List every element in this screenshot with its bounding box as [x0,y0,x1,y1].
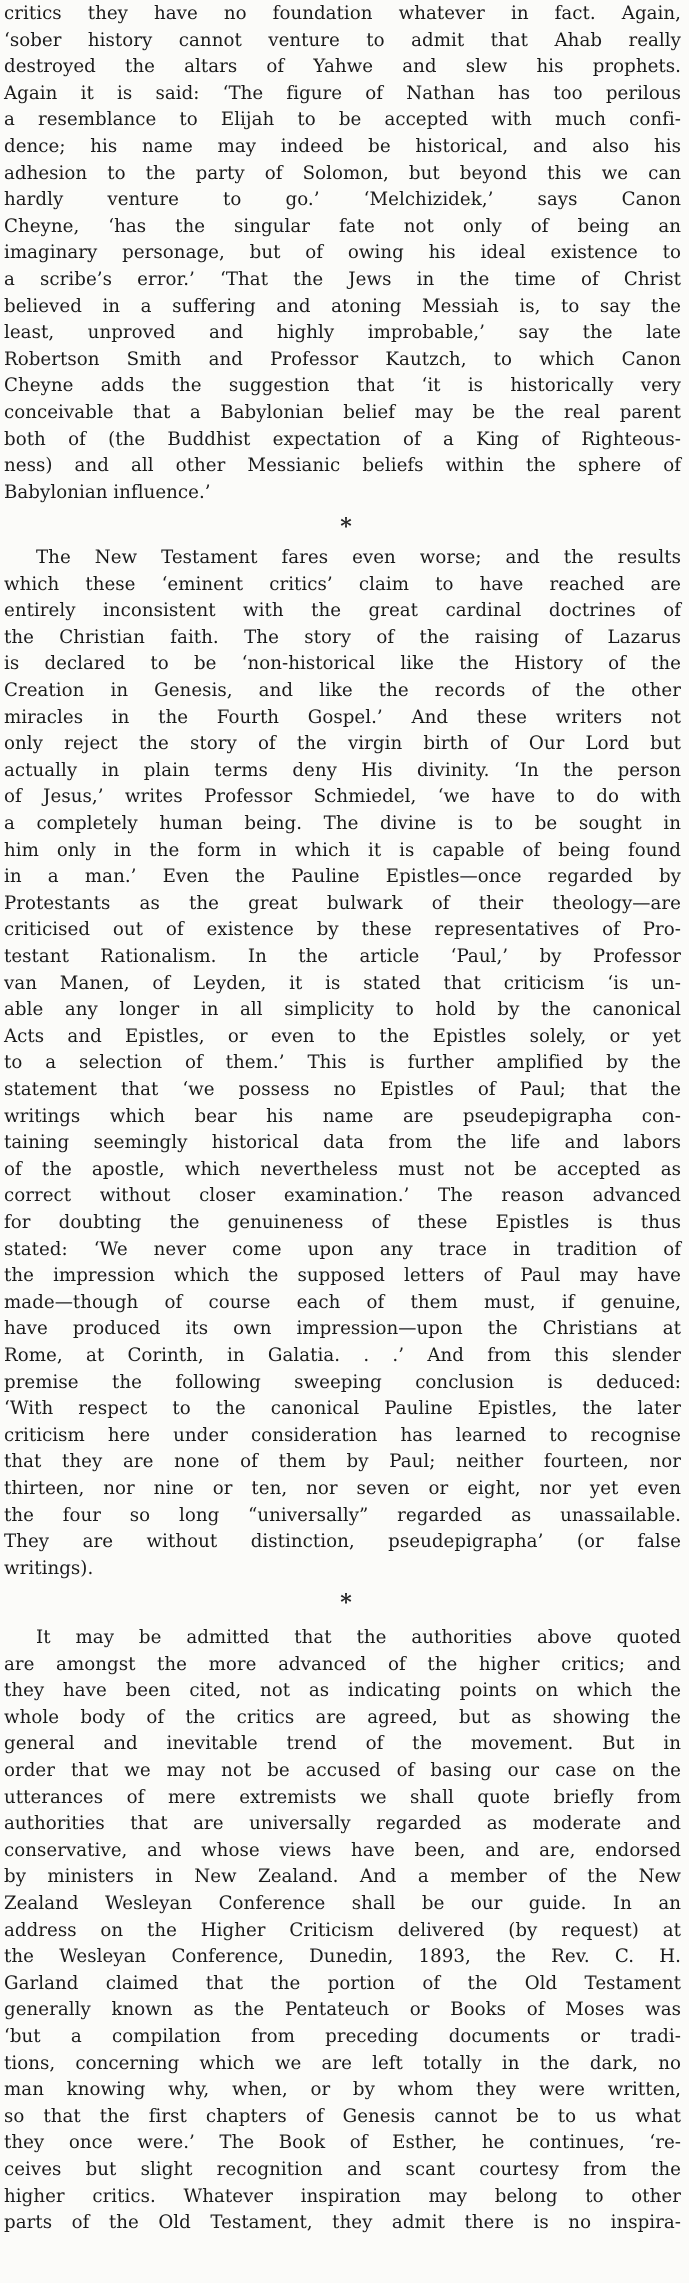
text-line: able any longer in all simplicity to hold by the canonical [4,999,681,1021]
text-line: ceives but slight recognition and scant courtesy from the [4,2159,681,2180]
text-line: critics they have no foundation whatever in fact. Again, [4,3,681,24]
text-line: the Wesleyan Conference, Dunedin, 1893, the Rev. C. H. [4,1946,681,1968]
text-line: tions, concerning which we are left totally in the dark, no [4,2052,681,2074]
text-line: Robertson Smith and Professor Kautzch, to which Canon [4,348,681,370]
text-line: conservative, and whose views have been, and are, endorsed [4,1839,681,1861]
text-line: Garland claimed that the portion of the Old Testament [4,1972,681,1994]
text-line: taining seemingly historical data from the life and labors [4,1132,681,1154]
text-line: the four so long “universally” regarded as unassailable. [4,1504,681,1526]
text-line: higher critics. Whatever inspiration may belong to other [4,2185,681,2207]
text-line: Again it is said: ‘The figure of Nathan has too perilous [4,82,681,104]
text-line: Babylonian influence.’ [4,481,211,503]
text-line: The New Testament fares even worse; and the results [36,547,681,568]
text-line: criticised out of existence by these representatives of Pro- [4,919,681,941]
text-line: writings which bear his name are pseudepigrapha con- [4,1105,681,1127]
text-line: writings). [4,1557,94,1579]
text-line: stated: ‘We never come upon any trace in tradition of [4,1238,681,1260]
text-line: parts of the Old Testament, they admit there is no inspira- [4,2212,681,2234]
text-line: thirteen, nor nine or ten, nor seven or eight, nor yet even [4,1478,681,1499]
text-line: statement that ‘we possess no Epistles of Paul; that the [4,1079,681,1100]
text-line: criticism here under consideration has learned to recognise [4,1424,681,1446]
text-line: by ministers in New Zealand. And a member of the New [4,1866,681,1888]
text-line: of Jesus,’ writes Professor Schmiedel, ‘we have to do with [4,786,681,808]
section-separator-asterisk: * [340,1590,352,1616]
text-line: is declared to be ‘non-historical like the History of the [4,653,681,675]
text-line: only reject the story of the virgin birth of Our Lord but [4,733,681,755]
text-line: Zealand Wesleyan Conference shall be our guide. In an [4,1893,681,1914]
text-line: authorities that are universally regarded as moderate and [4,1813,681,1835]
text-line: a completely human being. The divine is to be sought in [4,813,681,834]
text-line: dence; his name may indeed be historical, and also his [4,136,681,157]
text-line: of the apostle, which nevertheless must not be accepted as [4,1158,681,1180]
text-line: entirely inconsistent with the great cardinal doctrines of [4,600,681,622]
text-line: It may be admitted that the authorities above quoted [36,1627,681,1648]
text-line: both of (the Buddhist expectation of a King of Righteous- [4,428,681,450]
text-line: They are without distinction, pseudepigrapha’ (or false [4,1531,681,1553]
text-line: ness) and all other Messianic beliefs within the sphere of [4,455,681,477]
text-line: him only in the form in which it is capable of being found [4,839,681,861]
text-line: correct without closer examination.’ The reason advanced [4,1185,681,1207]
text-line: are amongst the more advanced of the higher critics; and [4,1653,681,1675]
text-line: miracles in the Fourth Gospel.’ And these writers not [4,706,681,728]
text-line: the Christian faith. The story of the raising of Lazarus [4,626,681,648]
text-line: the impression which the supposed letters of Paul may have [4,1265,681,1287]
text-line: least, unproved and highly improbable,’ say the late [4,322,681,344]
text-line: Acts and Epistles, or even to the Epistles solely, or yet [4,1025,681,1047]
text-line: van Manen, of Leyden, it is stated that criticism ‘is un- [4,972,681,994]
text-line: that they are none of them by Paul; neither fourteen, nor [4,1451,681,1473]
text-line: so that the first chapters of Genesis cannot be to us what [4,2105,681,2127]
text-line: ‘With respect to the canonical Pauline Epistles, the later [4,1398,681,1420]
text-line: testant Rationalism. In the article ‘Paul,’ by Professor [4,946,681,967]
text-line: Protestants as the great bulwark of their theology—are [4,892,681,914]
text-line: utterances of mere extremists we shall quote briefly from [4,1786,681,1808]
text-line: which these ‘eminent critics’ claim to have reached are [4,573,681,595]
text-line: Creation in Genesis, and like the records of the other [4,680,681,701]
text-line: order that we may not be accused of basing our case on the [4,1760,681,1781]
text-line: for doubting the genuineness of these Epistles is thus [4,1212,681,1233]
text-line: made—though of course each of them must, if genuine, [4,1291,681,1313]
text-line: in a man.’ Even the Pauline Epistles—once regarded by [4,866,681,888]
text-line: they once were.’ The Book of Esther, he continues, ‘re- [4,2132,681,2154]
text-line: a scribe’s error.’ ‘That the Jews in the time of Christ [4,269,681,290]
text-line: premise the following sweeping conclusion is deduced: [4,1371,681,1393]
section-separator-asterisk: * [340,514,352,540]
text-line: actually in plain terms deny His divinity. ‘In the person [4,759,681,781]
text-line: Cheyne, ‘has the singular fate not only of being an [4,215,681,237]
text-line: ‘sober history cannot venture to admit that Ahab really [4,29,681,51]
text-line: to a selection of them.’ This is further amplified by the [4,1052,681,1074]
text-line: address on the Higher Criticism delivered (by request) at [4,1919,681,1941]
text-line: a resemblance to Elijah to be accepted with much confi- [4,109,681,131]
text-line: they have been cited, not as indicating points on which the [4,1680,681,1702]
text-line: believed in a suffering and atoning Messiah is, to say the [4,295,681,317]
text-line: general and inevitable trend of the movement. But in [4,1733,681,1755]
text-line: Cheyne adds the suggestion that ‘it is historically very [4,375,681,397]
text-line: conceivable that a Babylonian belief may be the real parent [4,402,681,423]
text-line: ‘but a compilation from preceding documents or tradi- [4,2026,681,2047]
text-line: hardly venture to go.’ ‘Melchizidek,’ says Canon [4,189,681,211]
text-line: imaginary personage, but of owing his ideal existence to [4,242,681,264]
text-line: adhesion to the party of Solomon, but beyond this we can [4,162,681,184]
text-line: whole body of the critics are agreed, but as showing the [4,1706,681,1728]
text-line: destroyed the altars of Yahwe and slew his prophets. [4,56,681,78]
text-line: man knowing why, when, or by whom they were written, [4,2079,681,2101]
text-line: have produced its own impression—upon the Christians at [4,1318,681,1340]
text-line: generally known as the Pentateuch or Books of Moses was [4,1999,681,2021]
text-line: Rome, at Corinth, in Galatia. . .’ And from this slender [4,1345,681,1366]
